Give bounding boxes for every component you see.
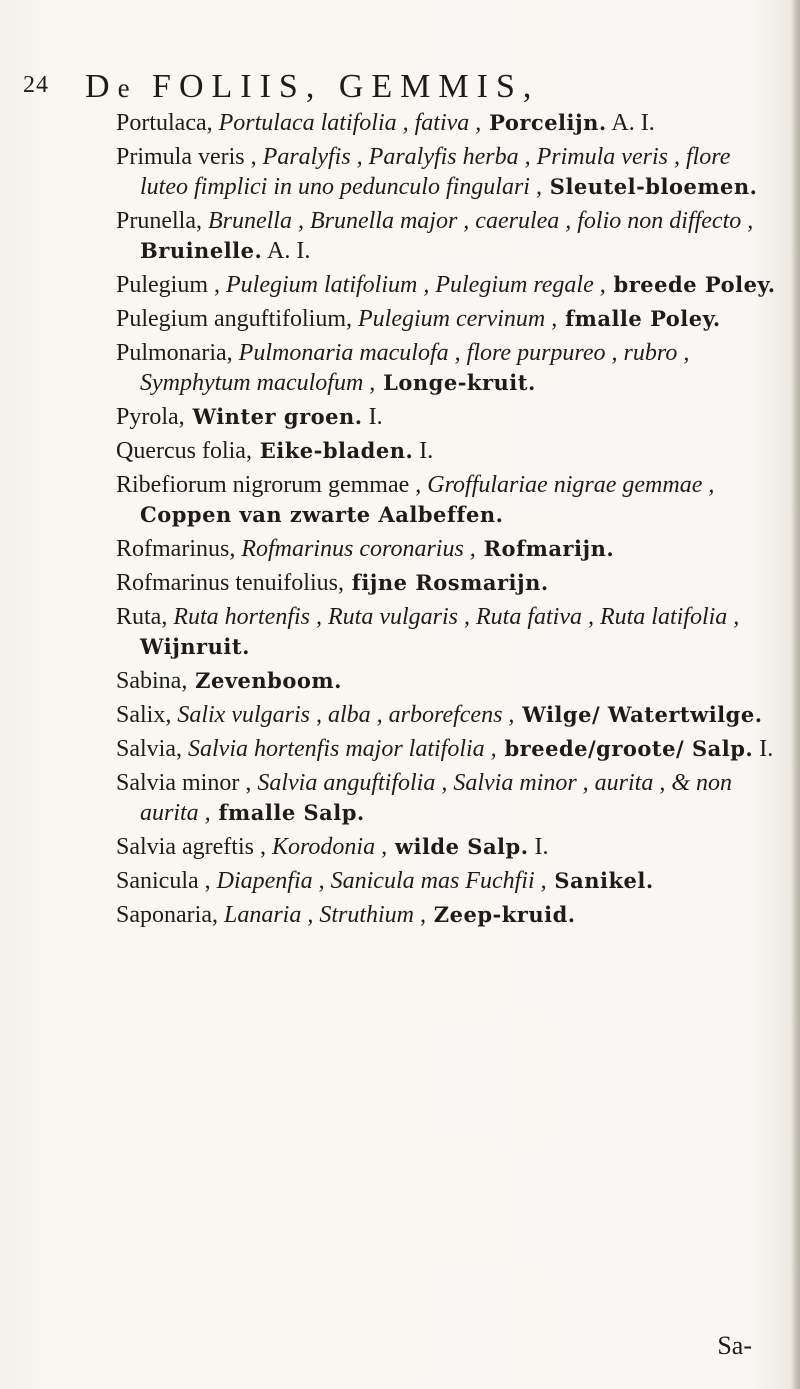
entry-latin: Pulmonaria, <box>116 340 233 366</box>
entry-ref: I. <box>413 438 434 464</box>
entry-synonyms: Groffulariae nigrae gemmae , <box>421 472 715 498</box>
entry <box>116 470 776 530</box>
entry-latin: Pulegium anguftifolium, <box>116 306 352 332</box>
entry-synonyms: Ruta hortenfis , Ruta vulgaris , Ruta fativa , Ruta latifolia , <box>167 604 740 630</box>
page-header <box>20 68 780 112</box>
entry-synonyms: Diapenfia , Sanicula mas Fuchfii , <box>210 868 547 894</box>
entry-ref: I. <box>528 834 549 860</box>
running-head-small: e <box>117 73 136 103</box>
entry-latin: Pulegium , <box>116 272 221 298</box>
entry <box>116 768 776 828</box>
entry-latin: Rofmarinus, <box>116 536 236 562</box>
entry-latin: Salvia, <box>116 736 182 762</box>
entry-synonyms: Rofmarinus coronarius , <box>235 536 476 562</box>
entry-dutch: Zevenboom. <box>187 668 342 693</box>
entry <box>116 568 776 598</box>
entry-dutch: breede/groote/ Salp. <box>496 736 754 761</box>
entry-dutch: Sanikel. <box>546 868 654 893</box>
entry-dutch: Coppen van zwarte Aalbeffen. <box>140 502 504 527</box>
entry-dutch: Longe-kruit. <box>375 370 536 395</box>
entry-latin: Pyrola, <box>116 404 185 430</box>
entry-dutch: Rofmarijn. <box>475 536 615 561</box>
entry-latin: Salix, <box>116 702 172 728</box>
page-number: 24 <box>23 72 49 98</box>
running-head <box>85 68 539 106</box>
entry-dutch: Wijnruit. <box>140 634 250 659</box>
entry-ref: A. I. <box>262 238 311 264</box>
entry-synonyms: Pulmonaria maculofa , flore purpureo , rubro , Symphytum maculofum , <box>140 340 690 396</box>
entry-latin: Salvia agreftis , <box>116 834 266 860</box>
entry-latin: Saponaria, <box>116 902 218 928</box>
entry-latin: Ruta, <box>116 604 168 630</box>
entry-latin: Sanicula , <box>116 868 211 894</box>
entry-dutch: Zeep-kruid. <box>426 902 576 927</box>
entry <box>116 832 776 862</box>
entry <box>116 436 776 466</box>
entry-dutch: breede Poley. <box>605 272 776 297</box>
entry-list <box>116 108 776 934</box>
entry <box>116 402 776 432</box>
catchword: Sa- <box>717 1331 752 1360</box>
entry-synonyms: Portulaca latifolia , fativa , <box>212 110 482 136</box>
entry-dutch: Porcelijn. <box>481 110 607 135</box>
entry <box>116 108 776 138</box>
entry-latin: Sabina, <box>116 668 188 694</box>
entry-dutch: Bruinelle. <box>140 238 263 263</box>
entry <box>116 534 776 564</box>
entry-ref: A. I. <box>606 110 655 136</box>
entry-synonyms: Korodonia , <box>265 834 388 860</box>
entry <box>116 304 776 334</box>
entry <box>116 900 776 930</box>
entry-synonyms: Paralyfis , Paralyfis herba , Primula veris , flore luteo fimplici in uno pedunculo fingulari , <box>140 144 731 200</box>
entry <box>116 338 776 398</box>
entry-synonyms: Salix vulgaris , alba , arborefcens , <box>171 702 515 728</box>
entry-latin: Portulaca, <box>116 110 213 136</box>
entry-dutch: fmalle Poley. <box>557 306 721 331</box>
entry-latin: Ribefiorum nigrorum gemmae , <box>116 472 422 498</box>
entry-latin: Primula veris , <box>116 144 257 170</box>
entry-latin: Salvia minor , <box>116 770 252 796</box>
entry <box>116 734 776 764</box>
entry <box>116 666 776 696</box>
entry-synonyms: Brunella , Brunella major , caerulea , folio non diffecto , <box>201 208 754 234</box>
entry-latin: Prunella, <box>116 208 202 234</box>
entry <box>116 270 776 300</box>
entry <box>116 206 776 266</box>
entry-synonyms: Salvia hortenfis major latifolia , <box>182 736 497 762</box>
entry-dutch: fmalle Salp. <box>210 800 365 825</box>
entry-synonyms: Pulegium cervinum , <box>351 306 558 332</box>
entry-dutch: Winter groen. <box>184 404 363 429</box>
entry <box>116 700 776 730</box>
entry-dutch: Sleutel-bloemen. <box>541 174 758 199</box>
book-spine-shadow <box>790 0 800 1389</box>
running-head-rest: FOLIIS, GEMMIS, <box>135 68 540 105</box>
entry-dutch: Wilge/ Watertwilge. <box>514 702 763 727</box>
entry <box>116 602 776 662</box>
entry-latin: Quercus folia, <box>116 438 252 464</box>
entry-dutch: Eike-bladen. <box>251 438 414 463</box>
entry-synonyms: Lanaria , Struthium , <box>217 902 426 928</box>
entry-ref: I. <box>362 404 383 430</box>
entry-dutch: wilde Salp. <box>387 834 529 859</box>
entry <box>116 866 776 896</box>
entry-latin: Rofmarinus tenuifolius, <box>116 570 344 596</box>
running-head-initial: D <box>85 68 118 105</box>
entry-synonyms: Pulegium latifolium , Pulegium regale , <box>220 272 606 298</box>
entry-dutch: fijne Rosmarijn. <box>343 570 549 595</box>
entry-synonyms: Salvia anguftifolia , Salvia minor , aurita , & non aurita , <box>140 770 732 826</box>
entry <box>116 142 776 202</box>
entry-ref: I. <box>753 736 774 762</box>
